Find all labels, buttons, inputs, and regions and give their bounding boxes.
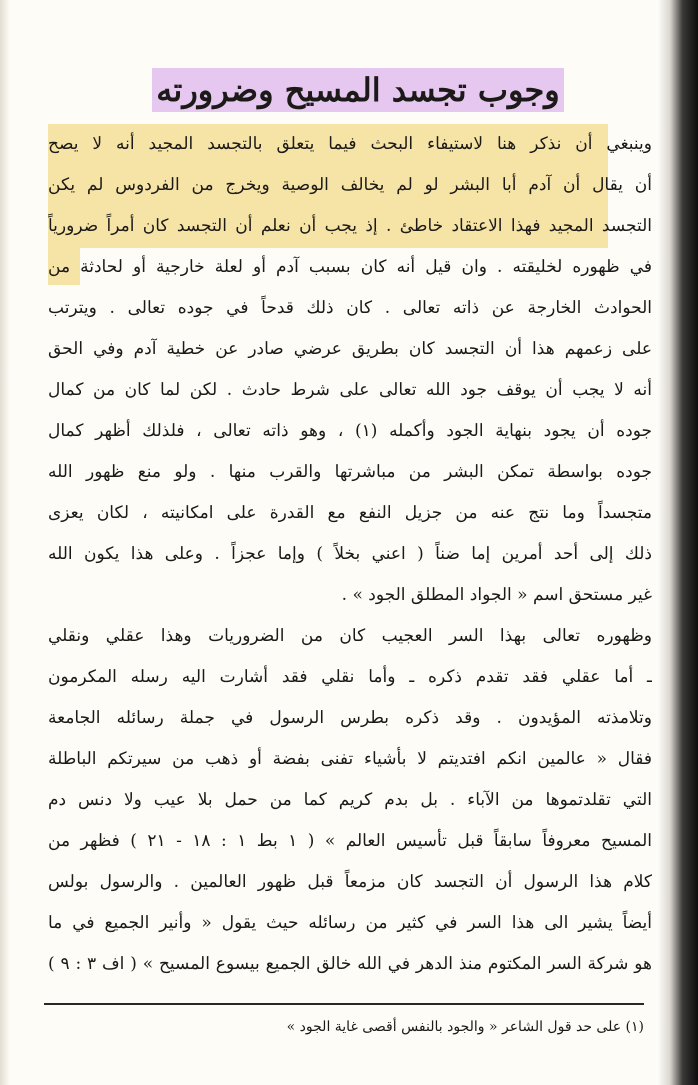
text-line-paragraph-end: غير مستحق اسم « الجواد المطلق الجود » . [341,585,652,605]
text-line: متجسداً وما نتج عنه من جزيل النفع مع القدرة على امكانيته ، لكان يعزى [48,503,652,523]
text-line: التي تقلدتموها من الآباء . بل بدم كريم كما من حمل بلا عيب ولا دنس دم [48,790,652,810]
text-line: أنه لا يجب أن يوقف جود الله تعالى على شرط حادث . لكن لما كان من كمال [48,380,652,400]
text-line: فقال « عالمين انكم افتديتم لا بأشياء تفنى بفضة أو ذهب من سيرتكم الباطلة [48,749,652,769]
text-line: التجسد المجيد فهذا الاعتقاد خاطئ . إذ يجب أن نعلم أن التجسد كان أمراً ضرورياً [48,216,652,236]
page-left-shadow [0,0,10,1085]
text-line: أيضاً يشير الى هذا السر في كثير من رسائله حيث يقول « وأنير الجميع في ما [48,913,652,933]
text-line: وتلامذته المؤيدون . وقد ذكره بطرس الرسول في جملة رسائله الجامعة [48,708,652,728]
text-line: هو شركة السر المكتوم منذ الدهر في الله خالق الجميع بيسوع المسيح » ( اف ٣ : ٩ ) [48,954,652,974]
text-line: كلام هذا الرسول أن التجسد كان مزمعاً قبل ظهور العالمين . والرسول بولس [48,872,652,892]
text-line: المسيح معروفاً سابقاً قبل تأسيس العالم » ( ١ بط ١ : ١٨ - ٢١ ) فظهر من [48,831,652,851]
text-line: ـ أما عقلي فقد تقدم ذكره ـ وأما نقلي فقد أشارت اليه رسله المكرمون [48,667,652,687]
text-line: جوده أن يجود بنهاية الجود وأكمله (١) ، وهو ذاته تعالى ، فلذلك أظهر كمال [48,421,652,441]
footnote-divider [44,1003,644,1005]
text-line: الحوادث الخارجة عن ذاته تعالى . كان ذلك قدحاً في جوده تعالى . ويترتب [48,298,652,318]
page-title: وجوب تجسد المسيح وضرورته [152,68,564,112]
text-line: وظهوره تعالى بهذا السر العجيب كان من الضروريات وهذا عقلي ونقلي [48,626,652,646]
text-line: وينبغي أن نذكر هنا لاستيفاء البحث فيما يتعلق بالتجسد المجيد أنه لا يصح [48,134,652,154]
text-line: ذلك إلى أحد أمرين إما ضناً ( اعني بخلاً ) وإما عجزاً . وعلى هذا يكون الله [48,544,652,564]
text-line: في ظهوره لخليقته . وان قيل أنه كان بسبب آدم أو لعلة خارجية أو لحادثة من [48,257,652,277]
text-line: جوده بواسطة تمكن البشر من مباشرتها والقرب منها . ولو منع ظهور الله [48,462,652,482]
text-line: أن يقال أن آدم أبا البشر لو لم يخالف الوصية ويخرج من الفردوس لم يكن [48,175,652,195]
footnote: (١) على حد قول الشاعر « والجود بالنفس أقصى غاية الجود » [286,1019,644,1035]
text-line: على زعمهم هذا أن التجسد كان بطريق عرضي صادر عن خطية آدم وفي الحق [48,339,652,359]
page-binding-shadow [658,0,698,1085]
